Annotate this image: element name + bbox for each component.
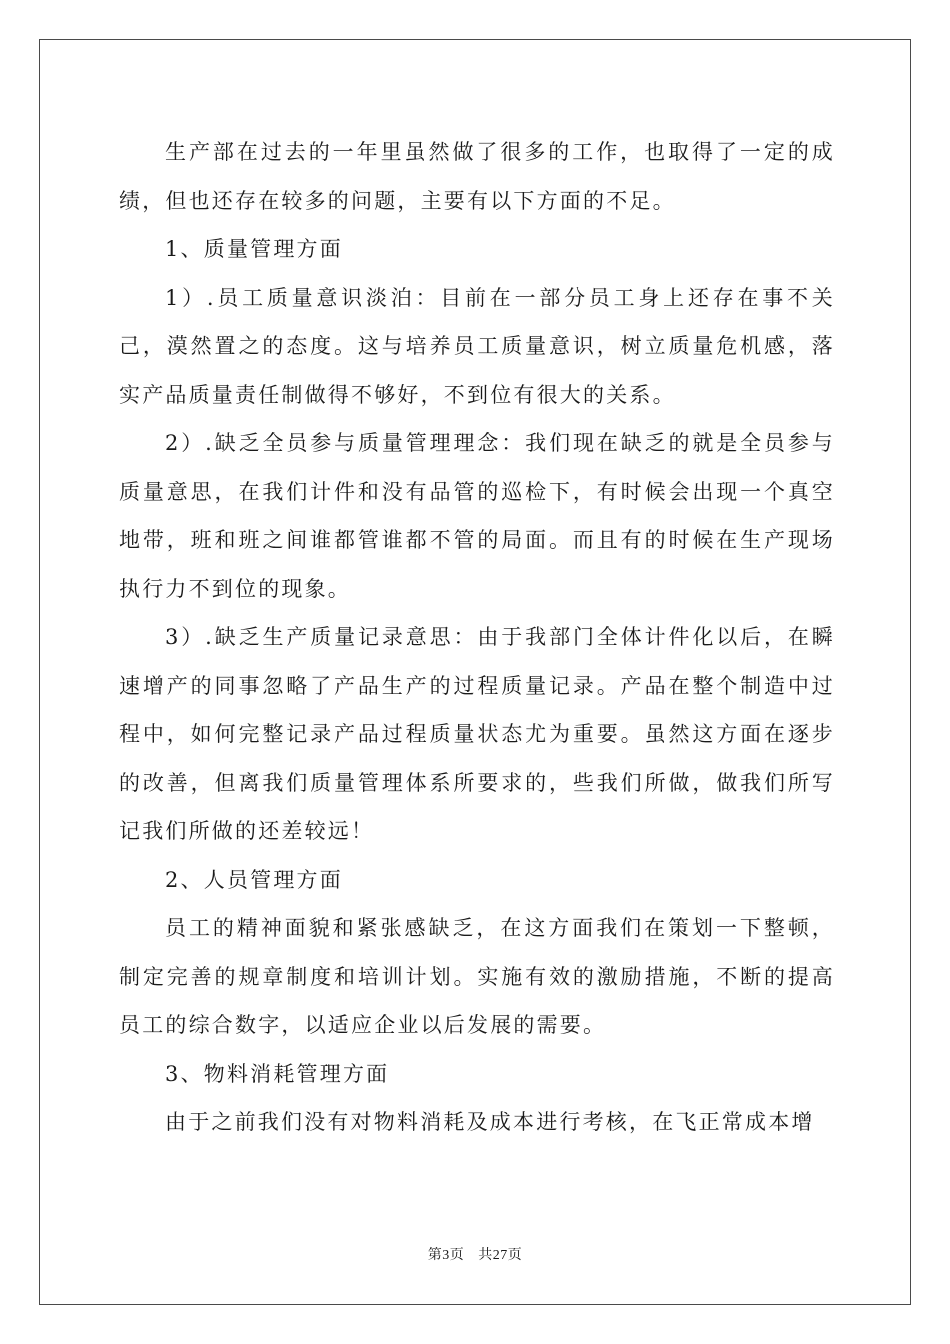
paragraph-quality-awareness: 1）.员工质量意识淡泊：目前在一部分员工身上还存在事不关己，漠然置之的态度。这与培养员工质量意识，树立质量危机感，落实产品质量责任制做得不够好，不到位有很大的关系。 [119,285,835,407]
paragraph-intro: 生产部在过去的一年里虽然做了很多的工作，也取得了一定的成绩，但也还存在较多的问题，主要有以下方面的不足。 [119,140,835,213]
paragraph-personnel: 员工的精神面貌和紧张感缺乏，在这方面我们在策划一下整顿，制定完善的规章制度和培训计划。实施有效的激励措施，不断的提高员工的综合数字，以适应企业以后发展的需要。 [119,916,835,1037]
document-body [119,128,835,1147]
paragraph-full-participation: 2）.缺乏全员参与质量管理理念：我们现在缺乏的就是全员参与质量意思，在我们计件和没有品管的巡检下，有时候会出现一个真空地带，班和班之间谁都管谁都不管的局面。而且有的时候在生产现场执行力不到位的现象。 [119,431,835,601]
paragraph-materials: 由于之前我们没有对物料消耗及成本进行考核，在飞正常成本增 [165,1110,815,1134]
section-heading-quality: 1、质量管理方面 [165,237,343,261]
section-heading-materials: 3、物料消耗管理方面 [165,1061,390,1086]
page-total: 共27页 [478,1248,523,1263]
section-heading-personnel: 2、人员管理方面 [165,867,343,892]
page-footer [0,1244,950,1264]
page-number: 第3页 [427,1248,465,1263]
paragraph-quality-records: 3）.缺乏生产质量记录意思：由于我部门全体计件化以后，在瞬速增产的同事忽略了产品生产的过程质量记录。产品在整个制造中过程中，如何完整记录产品过程质量状态尤为重要。虽然这方面在逐步的改善，但离我们质量管理体系所要求的，些我们所做，做我们所写记我们所做的还差较远！ [119,625,835,843]
